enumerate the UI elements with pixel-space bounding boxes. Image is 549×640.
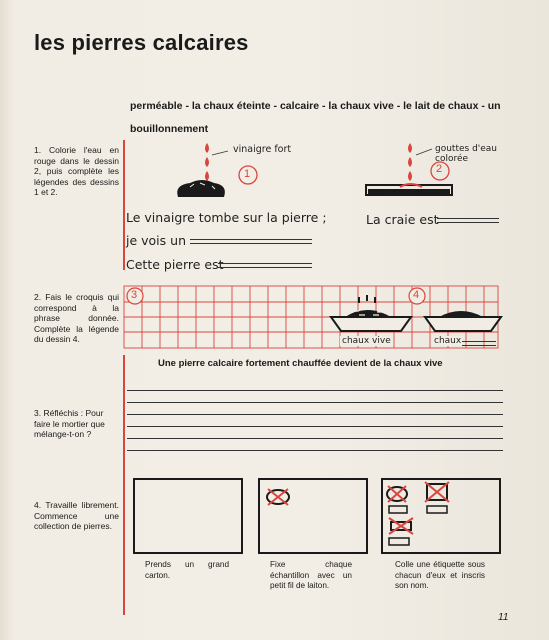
- figure-3-number: 3: [131, 289, 138, 301]
- answer-blank[interactable]: [190, 239, 312, 244]
- exercise-3-instruction: 3. Réfléchis : Pour faire le mortier que mélange-t-on ?: [34, 408, 105, 439]
- sentence-vinegar: Le vinaigre tombe sur la pierre ;: [126, 210, 327, 225]
- carton-panel-2: [258, 478, 368, 554]
- page-title: les pierres calcaires: [34, 30, 249, 55]
- word-bank: perméable - la chaux éteinte - calcaire - la chaux vive - le lait de chaux - un bouillonnement: [130, 100, 501, 135]
- crucible-figure-4: [425, 311, 501, 331]
- label-chaux: chaux: [434, 336, 462, 346]
- answer-blank[interactable]: [218, 263, 312, 268]
- carton-panel-3: [381, 478, 501, 554]
- figure-2-number: 2: [436, 163, 443, 175]
- writing-line[interactable]: [127, 402, 503, 403]
- writing-line[interactable]: [127, 426, 503, 427]
- writing-line[interactable]: [127, 390, 503, 391]
- answer-blank[interactable]: [462, 341, 496, 346]
- stone-sample-icon: [264, 486, 294, 508]
- labelled-samples: [383, 480, 499, 552]
- figure-2-label: gouttes d'eau colorée: [435, 144, 498, 164]
- writing-line[interactable]: [127, 450, 503, 451]
- answer-blank[interactable]: [437, 218, 499, 223]
- writing-line[interactable]: [127, 438, 503, 439]
- caption-1: Prends un grand carton.: [145, 560, 229, 580]
- carton-panel-1: [133, 478, 243, 554]
- exercise-4-instruction: 4. Travaille librement. Commence une collection de pierres.: [34, 500, 119, 531]
- margin-line: [123, 140, 125, 270]
- label-chaux-vive: chaux vive: [342, 336, 391, 346]
- caption-2: Fixe chaque échantillon avec un petit fil de laiton.: [270, 560, 352, 590]
- sentence-stone-is: Cette pierre est: [126, 257, 224, 272]
- exercise-2-sentence: Une pierre calcaire fortement chauffée devient de la chaux vive: [158, 358, 443, 369]
- writing-line[interactable]: [127, 414, 503, 415]
- figure-1-label: vinaigre fort: [233, 144, 292, 155]
- crucible-figure-3: [331, 295, 411, 331]
- figure-1-number: 1: [244, 168, 251, 180]
- figure-4-number: 4: [413, 289, 420, 301]
- caption-3: Colle une étiquette sous chacun d'eux et inscris son nom.: [395, 560, 485, 590]
- sentence-i-see: je vois un: [126, 233, 186, 248]
- exercise-1-instruction: 1. Colorie l'eau en rouge dans le dessin 2, puis complète les légendes des dessins 1 et 2.: [34, 145, 119, 197]
- page-number: 11: [498, 612, 509, 623]
- exercise-2-instruction: 2. Fais le croquis qui correspond à la phrase donnée. Complète la légende du dessin 4.: [34, 292, 119, 344]
- margin-line: [123, 355, 125, 615]
- sentence-chalk-is: La craie est: [366, 212, 439, 227]
